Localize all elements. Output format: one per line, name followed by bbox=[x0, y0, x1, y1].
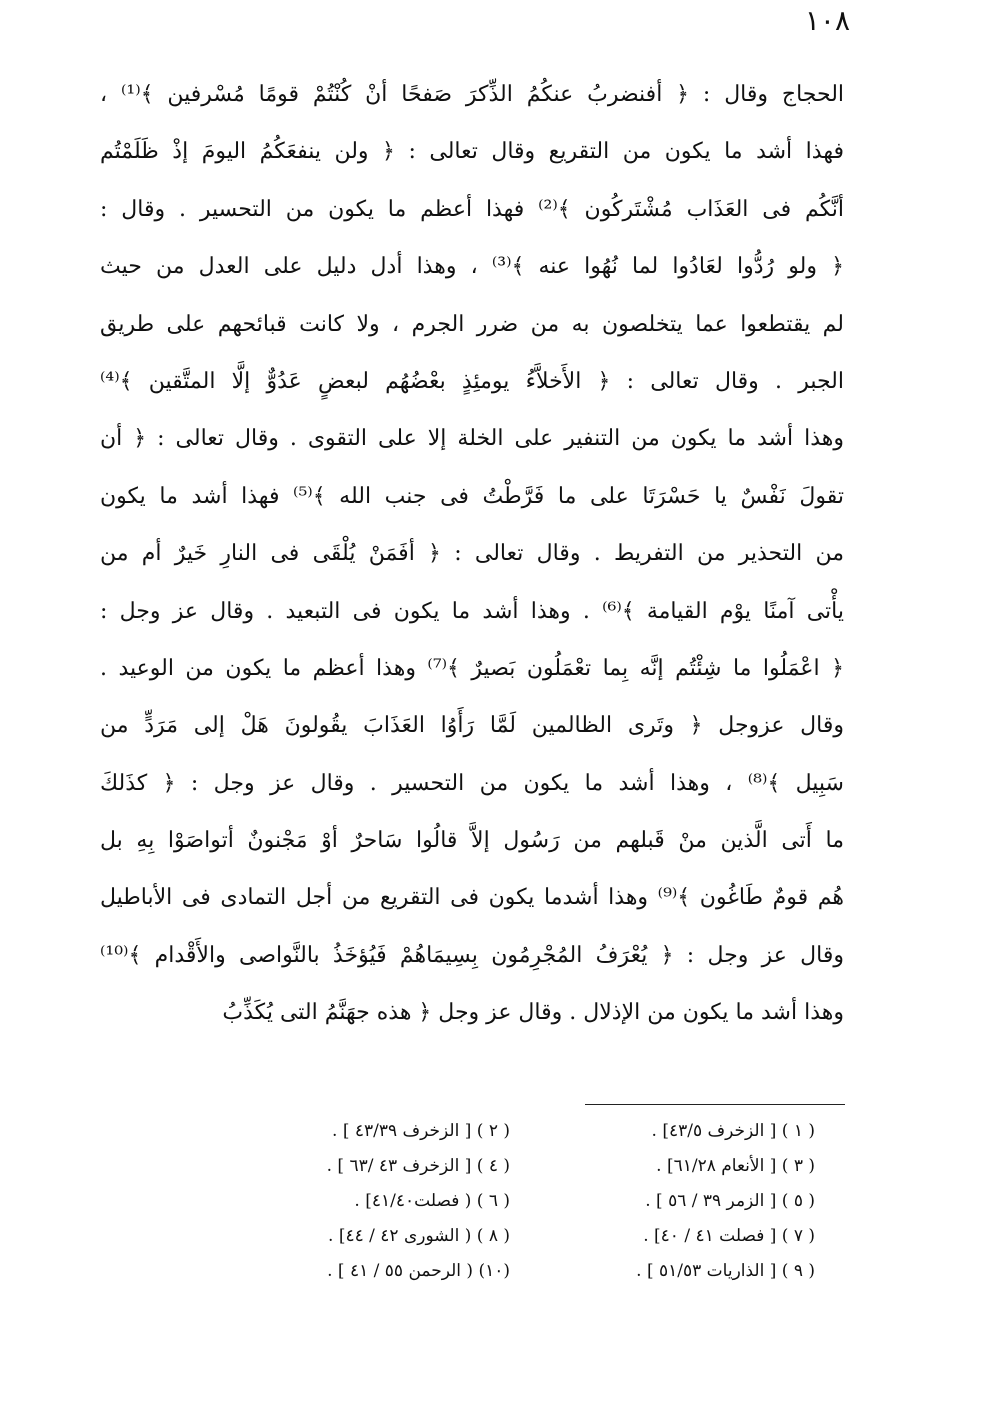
text-line: ﴿ ولو رُدُّوا لعَادُوا لما نُهُوا عنه ﴾⁽³⁾ ، وهذا أدل دليل على العدل من حيث bbox=[100, 254, 844, 280]
page-number: ١٠٨ bbox=[804, 4, 850, 37]
footnote-divider bbox=[585, 1104, 845, 1105]
text-line: فهذا أشد ما يكون من التقريع وقال تعالى : ﴿ ولن ينفعَكُمُ اليومَ إذْ ظَلَمْتُم bbox=[100, 139, 844, 165]
text-line: من التحذير من التفريط . وقال تعالى : ﴿ أفَمَنْ يُلْقَى فى النارِ خَيرٌ أم من bbox=[100, 541, 844, 567]
footnote: (١٠) ( الرحمن ٥٥ / ٤١ ] . bbox=[327, 1261, 510, 1281]
text-line: يأْتى آمنًا يوْم القيامة ﴾⁽⁶⁾ . وهذا أشد ما يكون فى التبعيد . وقال عز وجل : bbox=[100, 598, 844, 624]
text-line: وهذا أشد ما يكون من التنفير على الخلة إلا على التقوى . وقال تعالى : ﴿ أن bbox=[100, 426, 844, 452]
footnote: ( ٨ ) ( الشورى ٤٢ / ٤٤] . bbox=[328, 1226, 510, 1246]
text-line: وقال عزوجل ﴿ وتَرى الظالمين لَمَّا رَأَوُا العَذَابَ يقُولونَ هَلْ إلى مَرَدٍّ من bbox=[100, 713, 844, 739]
text-line: وهذا أشد ما يكون من الإذلال . وقال عز وجل ﴿ هذه جهَنَّمُ التى يُكَذِّبُ bbox=[222, 1000, 844, 1026]
footnote: ( ٢ ) [ الزخرف ٤٣/٣٩ ] . bbox=[332, 1121, 510, 1141]
footnote: ( ٦ ) ( فصلت٤١/٤٠] . bbox=[354, 1191, 510, 1211]
footnote: ( ٤ ) [ الزخرف ٤٣ /٦٣ ] . bbox=[326, 1156, 510, 1176]
footnote: ( ٥ ) [ الزمر ٣٩ / ٥٦ ] . bbox=[645, 1191, 815, 1211]
text-line: الحجاج وقال : ﴿ أفنضربُ عنكُمُ الذِّكرَ صَفحًا أنْ كُنْتُمْ قومًا مُسْرفين ﴾⁽¹⁾ ، bbox=[100, 82, 844, 107]
text-line: هُم قومٌ طَاغُون ﴾⁽⁹⁾ وهذا أشدما يكون فى التقريع من أجل التمادى فى الأباطيل bbox=[100, 885, 844, 911]
text-line: الجبر . وقال تعالى : ﴿ الأَخلاَّءُ يومئِذٍ بعْضُهُم لبعضٍ عَدُوٌّ إلَّا المتَّقين ﴾⁽⁴⁾ bbox=[100, 368, 844, 394]
text-line: وقال عز وجل : ﴿ يُعْرَفُ المُجْرِمُون بِسِيمَاهُمْ فَيُؤخَذُ بالنَّواصى والأَقْدام ﴾⁽¹⁰⁾ bbox=[100, 942, 844, 968]
text-line: ما أَتى الَّذين منْ قَبلهم من رَسُول إلاَّ قالُوا سَاحرٌ أوْ مَجْنونٌ أتواصَوْا بِهِ بل bbox=[100, 828, 844, 854]
text-line: ﴿ اعْمَلُوا ما شِئْتُم إنَّه بِما تعْمَلُون بَصيرٌ ﴾⁽⁷⁾ وهذا أعظم ما يكون من الوعيد . bbox=[100, 655, 844, 681]
footnote: ( ٧ ) [ فصلت ٤١ / ٤٠] . bbox=[643, 1226, 815, 1246]
text-line: لم يقتطعوا عما يتخلصون به من ضرر الجرم ، ولا كانت قبائحهم على طريق bbox=[100, 311, 844, 337]
footnotes-left-column bbox=[240, 1114, 510, 1289]
body-text bbox=[100, 66, 844, 1042]
text-line: أنَّكُم فى العَذَاب مُشْتَركُون ﴾⁽²⁾ فهذا أعظم ما يكون من التحسير . وقال : bbox=[100, 196, 844, 222]
footnotes-right-column bbox=[545, 1114, 815, 1289]
text-line: سَبِيل ﴾⁽⁸⁾ ، وهذا أشد ما يكون من التحسير . وقال عز وجل : ﴿ كذَلكَ bbox=[100, 770, 844, 796]
text-line: تقولَ نَفْسٌ يا حَسْرَتَا على ما فَرَّطْتُ فى جنب الله ﴾⁽⁵⁾ فهذا أشد ما يكون bbox=[100, 483, 844, 509]
footnote: ( ١ ) [ الزخرف ٤٣/٥] . bbox=[651, 1121, 815, 1141]
footnote: ( ٩ ) [ الذاريات ٥١/٥٣ ] . bbox=[636, 1261, 815, 1281]
footnote: ( ٣ ) [ الأنعام ٦١/٢٨] . bbox=[656, 1156, 815, 1176]
